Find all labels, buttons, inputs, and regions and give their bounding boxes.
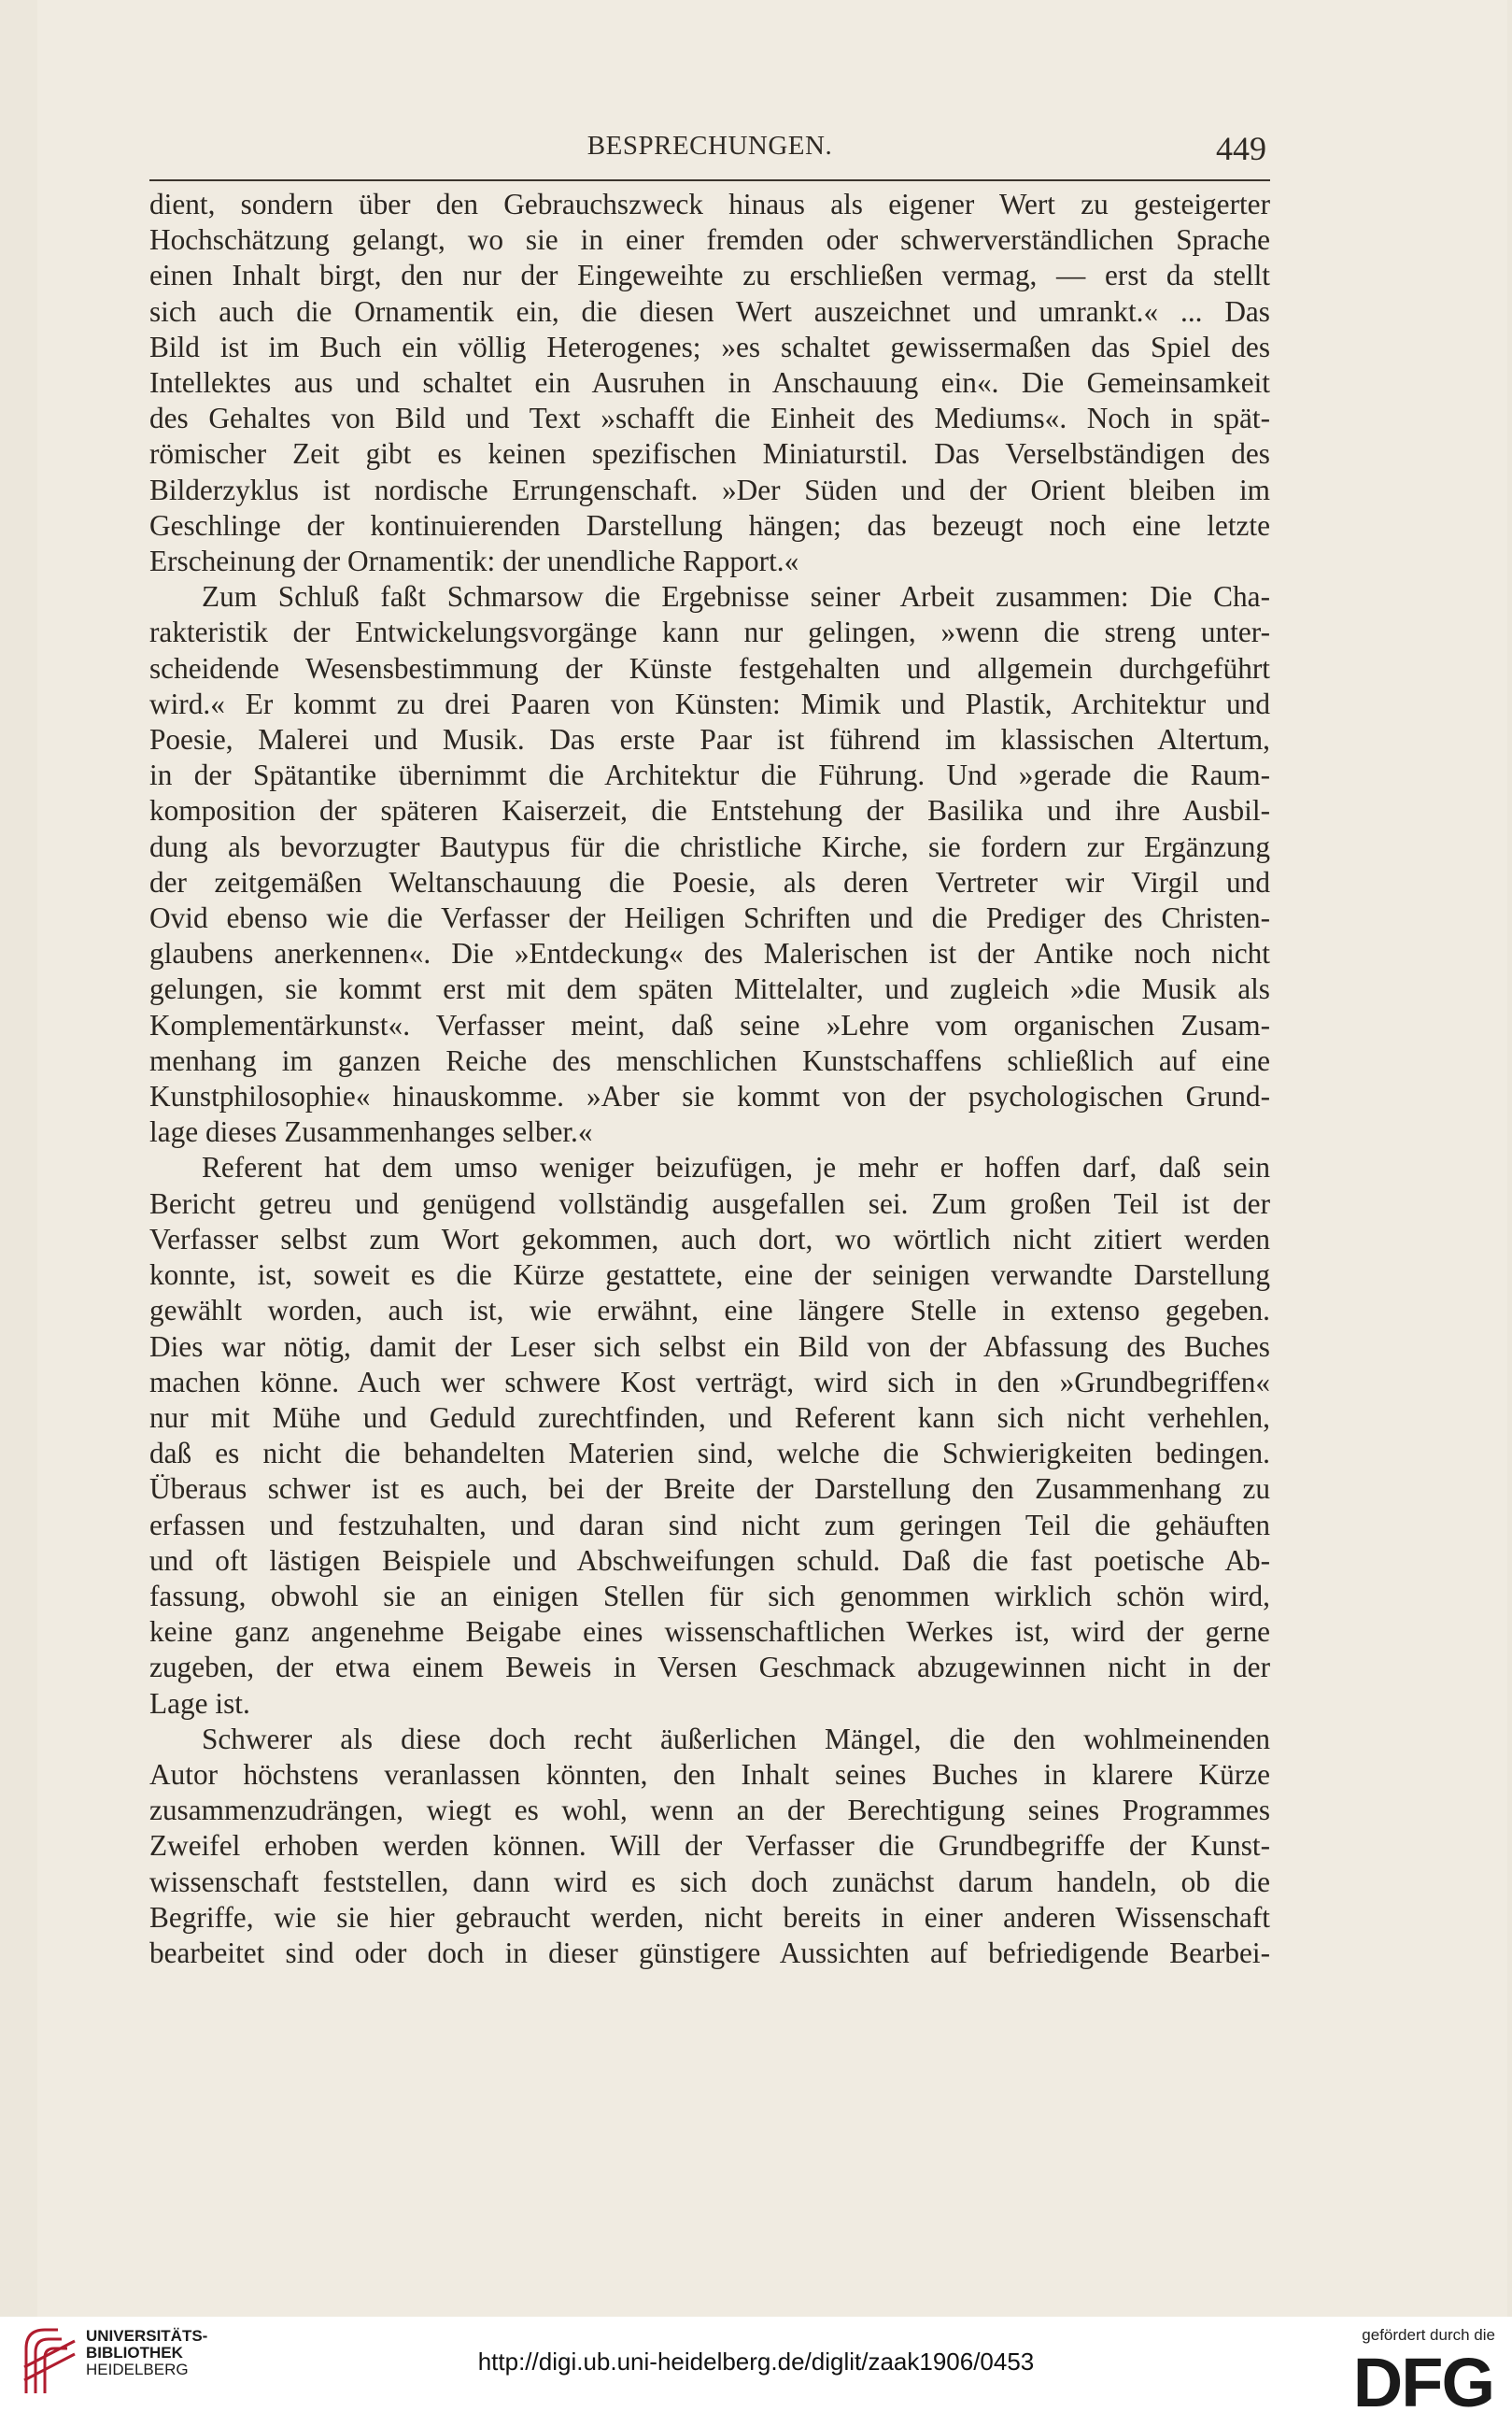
text-line: nur mit Mühe und Geduld zurechtfinden, und Referent kann sich nicht verhehlen, [149,1400,1270,1434]
text-line: Begriffe, wie sie hier gebraucht werden, nicht bereits in einer anderen Wissenschaft [149,1900,1270,1934]
text-line: einen Inhalt birgt, den nur der Eingeweihte zu erschließen vermag, — erst da stellt [149,259,1270,292]
text-line: daß es nicht die behandelten Materien sind, welche die Schwierigkeiten bedingen. [149,1437,1270,1470]
paragraph [149,1150,1270,1721]
paragraph [149,1722,1270,1971]
dfg-logo-icon [1327,2347,1495,2414]
text-line: bearbeitet sind oder doch in dieser günstigere Aussichten auf befriedigende Bearbei- [149,1936,1270,1969]
text-line: wird.« Er kommt zu drei Paaren von Künsten: Mimik und Plastik, Architektur und [149,687,1270,720]
text-line: Bilderzyklus ist nordische Errungenschaft. »Der Süden und der Orient bleiben im [149,473,1270,506]
page-header [149,131,1270,177]
text-line: fassung, obwohl sie an einigen Stellen für sich genommen wirklich schön wird, [149,1579,1270,1612]
text-line: Ovid ebenso wie die Verfasser der Heiligen Schriften und die Prediger des Christen- [149,901,1270,935]
text-line: Zum Schluß faßt Schmarsow die Ergebnisse seiner Arbeit zusammen: Die Cha- [202,580,1270,614]
text-line: Verfasser selbst zum Wort gekommen, auch dort, wo wörtlich nicht zitiert werden [149,1222,1270,1256]
footer-url-link[interactable]: http://digi.ub.uni-heidelberg.de/diglit/zaak1906/0453 [477,2348,1035,2376]
text-line: konnte, ist, soweit es die Kürze gestattete, eine der seinigen verwandte Darstellung [149,1258,1270,1292]
page-number: 449 [1216,130,1266,167]
paragraph [149,187,1270,579]
text-line: Hochschätzung gelangt, wo sie in einer fremden oder schwerverständlichen Sprache [149,223,1270,257]
text-line: Erscheinung der Ornamentik: der unendliche Rapport.« [149,545,799,578]
text-line: Überaus schwer ist es auch, bei der Breite der Darstellung den Zusammenhang zu [149,1472,1270,1506]
text-line: lage dieses Zusammenhanges selber.« [149,1115,593,1149]
library-name-line-3: HEIDELBERG [86,2361,189,2378]
text-line: glaubens anerkennen«. Die »Entdeckung« des Malerischen ist der Antike noch nicht [149,937,1270,971]
text-line: Poesie, Malerei und Musik. Das erste Paar ist führend im klassischen Altertum, [149,723,1270,757]
text-line: rakteristik der Entwickelungsvorgänge kann nur gelingen, »wenn die streng unter- [149,616,1270,649]
paragraph [149,579,1270,1150]
funding-caption: gefördert durch die [1362,2326,1495,2344]
library-name-line-1: UNIVERSITÄTS- [86,2327,208,2345]
text-line: Bild ist im Buch ein völlig Heterogenes; »es schaltet gewissermaßen das Spiel des [149,330,1270,363]
text-line: scheidende Wesensbestimmung der Künste festgehalten und allgemein durchgeführt [149,651,1270,685]
text-line: Referent hat dem umso weniger beizufügen, je mehr er hoffen darf, daß sein [202,1151,1270,1185]
text-line: wissenschaft feststellen, dann wird es sich doch zunächst darum handeln, ob die [149,1865,1270,1898]
text-line: Zweifel erhoben werden können. Will der Verfasser die Grundbegriffe der Kunst- [149,1829,1270,1863]
text-line: in der Spätantike übernimmt die Architektur die Führung. Und »gerade die Raum- [149,759,1270,792]
running-title: BESPRECHUNGEN. [586,131,833,161]
text-line: zusammenzudrängen, wiegt es wohl, wenn an der Berechtigung seines Programmes [149,1794,1270,1827]
text-line: menhang im ganzen Reiche des menschlichen Kunstschaffens schließlich auf eine [149,1043,1270,1077]
text-line: Komplementärkunst«. Verfasser meint, daß seine »Lehre vom organischen Zusam- [149,1008,1270,1042]
text-line: Autor höchstens veranlassen könnten, den Inhalt seines Buches in klarere Kürze [149,1757,1270,1791]
text-line: Lage ist. [149,1686,250,1720]
text-line: gelungen, sie kommt erst mit dem späten Mittelalter, und zugleich »die Musik als [149,972,1270,1006]
header-rule [149,179,1270,181]
text-line: komposition der späteren Kaiserzeit, die Entstehung der Basilika und ihre Ausbil- [149,794,1270,828]
text-line: gewählt worden, auch ist, wie erwähnt, eine längere Stelle in extenso gegeben. [149,1294,1270,1327]
library-name-line-2: BIBLIOTHEK [86,2344,183,2362]
text-line: Geschlinge der kontinuierenden Darstellung hängen; das bezeugt noch eine letzte [149,508,1270,542]
text-line: Bericht getreu und genügend vollständig ausgefallen sei. Zum großen Teil ist der [149,1186,1270,1220]
text-line: erfassen und festzuhalten, und daran sind nicht zum geringen Teil die gehäuften [149,1508,1270,1541]
text-line: sich auch die Ornamentik ein, die diesen Wert auszeichnet und umrankt.« ... Das [149,294,1270,328]
text-line: der zeitgemäßen Weltanschauung die Poesie, als deren Vertreter wir Virgil und [149,865,1270,899]
body-text [149,187,1270,1971]
text-line: keine ganz angenehme Beigabe eines wissenschaftlichen Werkes ist, wird der gerne [149,1615,1270,1649]
text-line: dient, sondern über den Gebrauchszweck hinaus als eigener Wert zu gesteigerter [149,188,1270,220]
text-line: Kunstphilosophie« hinauskomme. »Aber sie kommt von der psychologischen Grund- [149,1080,1270,1114]
text-line: römischer Zeit gibt es keinen spezifischen Miniaturstil. Das Verselbständigen des [149,437,1270,471]
text-line: des Gehaltes von Bild und Text »schafft die Einheit des Mediums«. Noch in spät- [149,402,1270,435]
dfg-logo-text: DFG [1352,2347,1493,2414]
text-line: dung als bevorzugter Bautypus für die christliche Kirche, sie fordern zur Ergänzung [149,830,1270,863]
text-line: machen könne. Auch wer schwere Kost verträgt, wird sich in den »Grundbegriffen« [149,1365,1270,1398]
text-line: Schwerer als diese doch recht äußerlichen Mängel, die den wohlmeinenden [202,1722,1270,1755]
text-line: Intellektes aus und schaltet ein Ausruhen in Anschauung ein«. Die Gemeinsamkeit [149,366,1270,400]
text-line: zugeben, der etwa einem Beweis in Versen Geschmack abzugewinnen nicht in der [149,1651,1270,1684]
text-line: Dies war nötig, damit der Leser sich selbst ein Bild von der Abfassung des Buches [149,1329,1270,1363]
text-line: und oft lästigen Beispiele und Abschweifungen schuld. Daß die fast poetische Ab- [149,1543,1270,1577]
